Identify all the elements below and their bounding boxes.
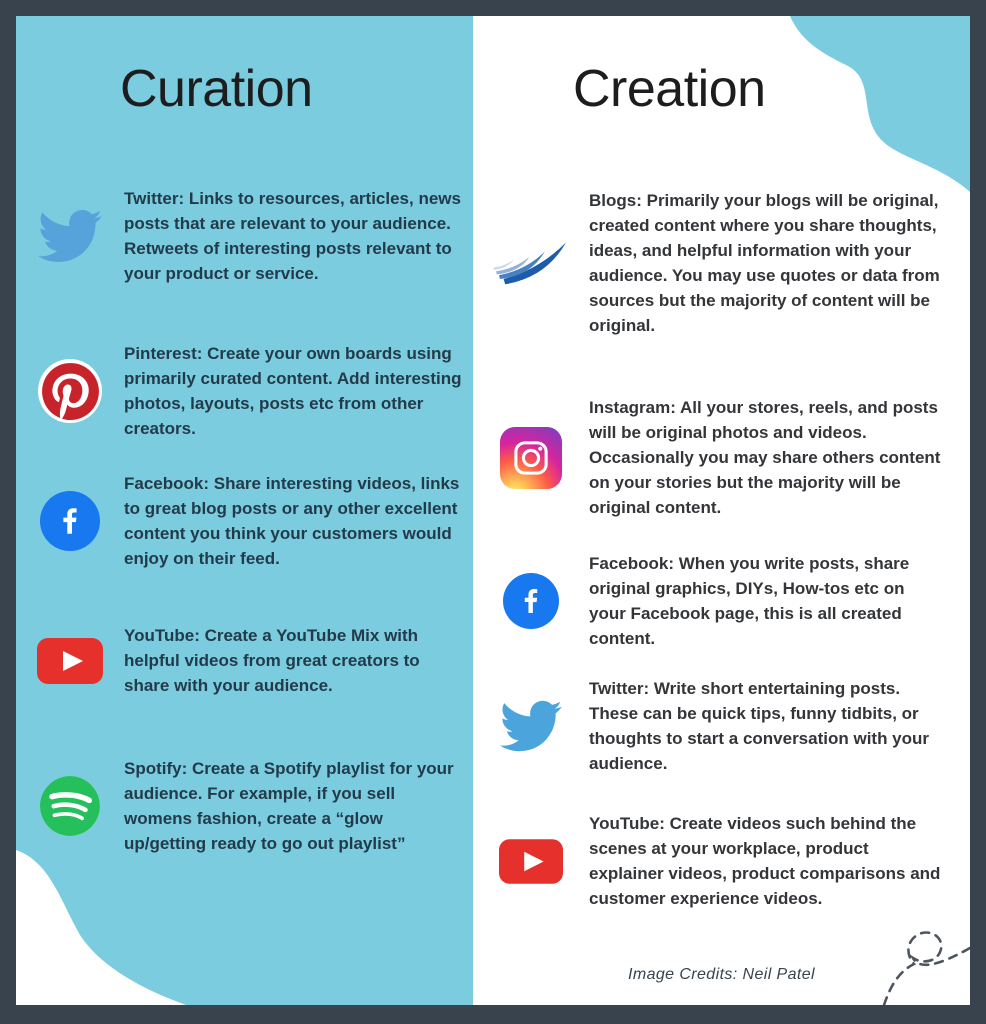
image-credits: Image Credits: Neil Patel: [628, 966, 815, 983]
curation-facebook-text: Facebook: Share interesting videos, links to great blog posts or any other excellent content you think your customers would enjoy on their feed.: [124, 474, 460, 568]
creation-twitter-text: Twitter: Write short entertaining posts. These can be quick tips, funny tidbits, or thoughts to start a conversation with your audience.: [589, 679, 930, 773]
pinterest-icon: [16, 359, 124, 423]
creation-item-blogs: [473, 188, 945, 338]
twitter-icon: [473, 695, 589, 757]
curation-twitter-text: Twitter: Links to resources, articles, news posts that are relevant to your audience. Retweets of interesting posts relevant to your product or service.: [124, 189, 461, 283]
corner-blob-shape: [790, 16, 970, 192]
curation-youtube-text: YouTube: Create a YouTube Mix with helpful videos from great creators to share with your audience.: [124, 626, 420, 695]
curation-item-spotify: [16, 756, 466, 856]
facebook-icon: [473, 573, 589, 629]
dashed-doodle: [834, 900, 970, 1005]
youtube-icon: [473, 839, 589, 884]
creation-blogs-text: Blogs: Primarily your blogs will be original, created content where you share thoughts, ideas, and helpful information with your audience. You may use quotes or data from sources but the majority of content will be original.: [589, 191, 940, 335]
spotify-icon: [16, 776, 124, 836]
facebook-icon: [16, 491, 124, 551]
curation-title: Curation: [120, 60, 313, 118]
curation-item-facebook: [16, 471, 466, 571]
creation-item-instagram: [473, 395, 945, 520]
curation-spotify-text: Spotify: Create a Spotify playlist for your audience. For example, if you sell womens fashion, create a “glow up/getting ready to go out playlist”: [124, 759, 454, 853]
curation-item-pinterest: [16, 341, 466, 441]
creation-youtube-text: YouTube: Create videos such behind the scenes at your workplace, product explainer videos, product comparisons and customer experience videos.: [589, 814, 941, 908]
creation-item-facebook: [473, 551, 945, 651]
curation-item-twitter: [16, 186, 466, 286]
creation-item-twitter: [473, 676, 945, 776]
creation-instagram-text: Instagram: All your stores, reels, and posts will be original photos and videos. Occasionally you may share others content on your stories but the majority will be original content.: [589, 398, 941, 517]
curation-item-youtube: [16, 623, 466, 698]
creation-item-youtube: [473, 811, 945, 911]
blog-swoosh-icon: [473, 236, 589, 290]
youtube-icon: [16, 638, 124, 684]
infographic-canvas: [16, 16, 970, 1005]
bottom-blob-shape: [16, 836, 196, 1005]
creation-facebook-text: Facebook: When you write posts, share original graphics, DIYs, How-tos etc on your Facebook page, this is all created content.: [589, 554, 910, 648]
twitter-icon: [16, 204, 124, 268]
curation-pinterest-text: Pinterest: Create your own boards using primarily curated content. Add interesting photos, layouts, posts etc from other creators.: [124, 344, 462, 438]
instagram-icon: [473, 427, 589, 489]
creation-title: Creation: [573, 60, 766, 118]
